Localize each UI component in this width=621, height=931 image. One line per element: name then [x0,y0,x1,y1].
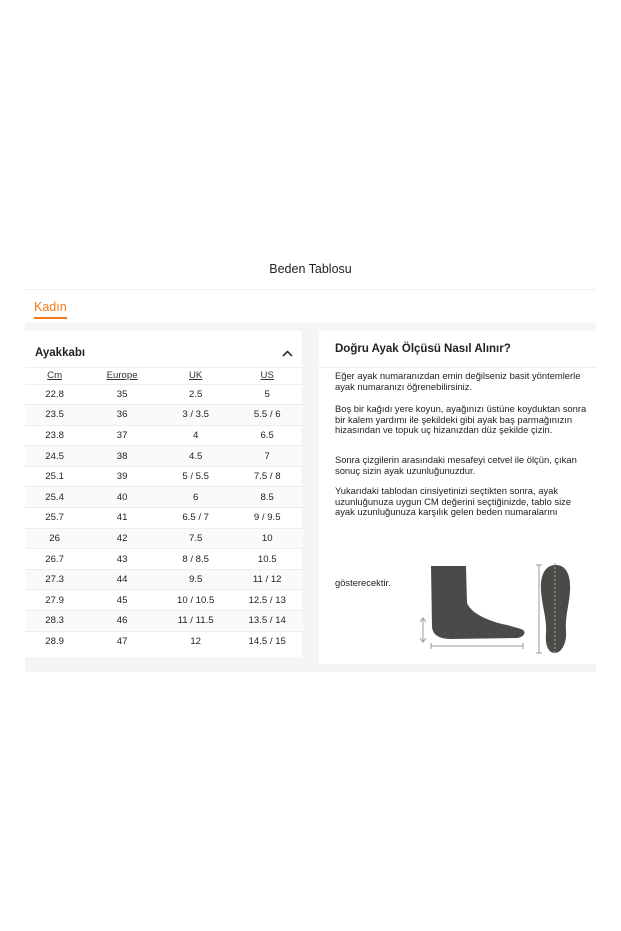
cell-uk: 10 / 10.5 [160,590,232,611]
cell-cm: 28.3 [25,611,84,632]
cell-cm: 25.1 [25,466,84,487]
table-row [25,528,303,549]
cell-europe: 41 [84,508,160,529]
cell-uk: 4 [160,425,232,446]
cell-us: 10 [231,528,303,549]
cell-uk: 9.5 [160,569,232,590]
size-table-panel [25,331,303,672]
table-row [25,631,303,652]
section-band-bottom [25,664,596,672]
cell-cm: 22.8 [25,384,84,405]
cell-us: 5 [231,384,303,405]
table-row [25,384,303,405]
cell-europe: 36 [84,405,160,426]
cell-us: 5.5 / 6 [231,405,303,426]
table-row [25,405,303,426]
cell-us: 6.5 [231,425,303,446]
guide-paragraph: Boş bir kağıdı yere koyun, ayağınızı üstüne koyduktan sonra bir kalem yardımı ile şekildeki gibi ayak baş parmağınızın hizasından ve topuk uç hizanızdan düz şekilde çizin. [335,403,587,436]
table-row [25,487,303,508]
cell-us: 14.5 / 15 [231,631,303,652]
cell-uk: 11 / 11.5 [160,611,232,632]
table-row [25,549,303,570]
panel-gap [303,331,319,672]
tab-kadin[interactable]: Kadın [34,300,67,319]
cell-uk: 4.5 [160,446,232,467]
cell-europe: 45 [84,590,160,611]
column-header-europe: Europe [106,370,138,382]
cell-europe: 35 [84,384,160,405]
cell-cm: 27.3 [25,569,84,590]
cell-uk: 2.5 [160,384,232,405]
cell-europe: 43 [84,549,160,570]
cell-cm: 26 [25,528,84,549]
cell-cm: 23.8 [25,425,84,446]
cell-europe: 47 [84,631,160,652]
guide-paragraph: Yukarıdaki tablodan cinsiyetinizi seçtikten sonra, ayak uzunluğunuza uygun CM değerini seçtiğinizde, tablo size ayak uzunluğunuza karşılık gelen beden numaralarını [335,485,572,518]
cell-uk: 5 / 5.5 [160,466,232,487]
cell-cm: 25.7 [25,508,84,529]
column-header-us: US [260,370,274,382]
cell-us: 13.5 / 14 [231,611,303,632]
cell-uk: 3 / 3.5 [160,405,232,426]
guide-paragraph: Eğer ayak numaranızdan emin değilseniz basit yöntemlerle ayak numaranızı öğrenebilirsiniz. [335,370,581,392]
cell-us: 12.5 / 13 [231,590,303,611]
cell-europe: 39 [84,466,160,487]
chevron-up-icon[interactable] [281,347,293,359]
table-row [25,466,303,487]
guide-paragraph: Sonra çizgilerin arasındaki mesafeyi cetvel ile ölçün, çıkan sonuç sizin ayak uzunluğunuzdur. [335,454,577,476]
size-table [25,368,303,652]
guide-paragraph: gösterecektir. [335,577,391,588]
page-title: Beden Tablosu [269,262,352,276]
cell-cm: 28.9 [25,631,84,652]
cell-us: 7.5 / 8 [231,466,303,487]
foot-sole-icon [541,565,570,653]
cell-cm: 24.5 [25,446,84,467]
guide-title: Doğru Ayak Ölçüsü Nasıl Alınır? [335,343,511,355]
column-header-uk: UK [188,370,203,382]
measure-guide-panel [319,331,596,672]
cell-us: 7 [231,446,303,467]
cell-cm: 27.9 [25,590,84,611]
cell-uk: 12 [160,631,232,652]
table-header-row [25,368,303,384]
cell-us: 9 / 9.5 [231,508,303,529]
cell-us: 10.5 [231,549,303,570]
cell-us: 11 / 12 [231,569,303,590]
table-row [25,611,303,632]
cell-europe: 37 [84,425,160,446]
foot-side-icon [431,566,524,639]
cell-uk: 6 [160,487,232,508]
divider [319,367,596,368]
title-divider [25,289,596,290]
accordion-header-ayakkabi[interactable] [35,343,293,363]
cell-cm: 23.5 [25,405,84,426]
cell-europe: 42 [84,528,160,549]
table-row [25,446,303,467]
cell-uk: 7.5 [160,528,232,549]
cell-uk: 8 / 8.5 [160,549,232,570]
foot-measurement-illustration [399,561,574,656]
cell-europe: 38 [84,446,160,467]
column-header-cm: Cm [47,370,63,382]
cell-europe: 44 [84,569,160,590]
table-row [25,590,303,611]
table-row [25,425,303,446]
cell-uk: 6.5 / 7 [160,508,232,529]
table-row [25,508,303,529]
cell-europe: 46 [84,611,160,632]
cell-europe: 40 [84,487,160,508]
section-band [25,323,596,331]
table-row [25,569,303,590]
accordion-title: Ayakkabı [35,347,86,359]
cell-cm: 26.7 [25,549,84,570]
cell-cm: 25.4 [25,487,84,508]
cell-us: 8.5 [231,487,303,508]
